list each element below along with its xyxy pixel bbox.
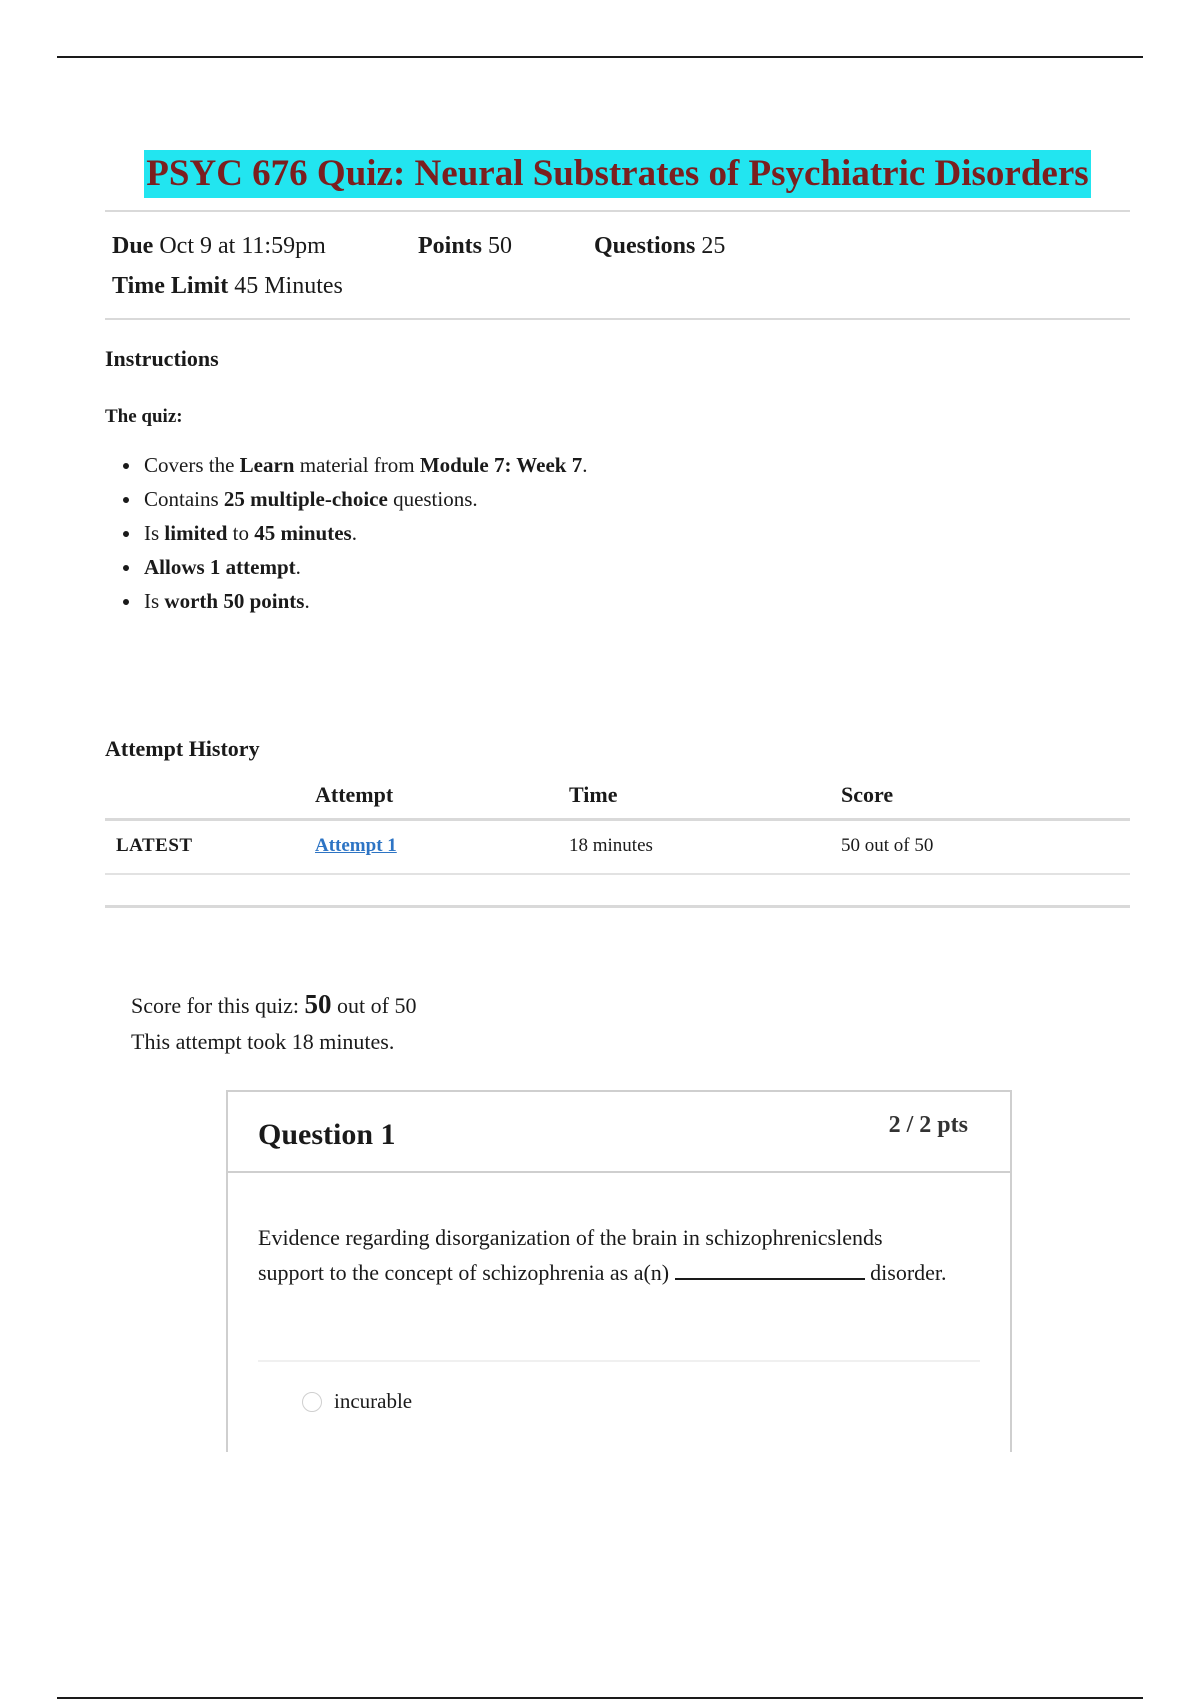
question-header bbox=[228, 1092, 1010, 1173]
column-header-time: Time bbox=[569, 774, 841, 820]
points-value: 50 bbox=[488, 233, 513, 259]
list-item: • Contains 25 multiple-choice questions. bbox=[142, 482, 1130, 516]
time-limit-label: Time Limit bbox=[112, 273, 229, 299]
quiz-meta bbox=[105, 212, 1130, 318]
attempt-duration: This attempt took 18 minutes. bbox=[131, 1029, 395, 1054]
question-text-before: Evidence regarding disorganization of the brain in schizophrenicslends support to the concept of schizophrenia as a(n) bbox=[258, 1225, 883, 1285]
score-prefix: Score for this quiz: bbox=[131, 993, 305, 1018]
questions-label: Questions bbox=[594, 233, 696, 259]
time-limit-value: 45 Minutes bbox=[234, 273, 343, 299]
attempt-history-table bbox=[105, 774, 1130, 875]
question-text-after: disorder. bbox=[864, 1260, 947, 1285]
latest-tag: LATEST bbox=[105, 820, 315, 875]
instructions-heading: Instructions bbox=[105, 346, 219, 371]
questions-value: 25 bbox=[701, 233, 726, 259]
column-header bbox=[105, 774, 315, 820]
due-info bbox=[112, 226, 326, 266]
time-limit-info bbox=[112, 266, 343, 306]
table-row bbox=[105, 820, 1130, 875]
question-divider bbox=[258, 1360, 980, 1362]
answer-blank bbox=[675, 1256, 865, 1280]
time-cell: 18 minutes bbox=[569, 820, 841, 875]
score-line bbox=[131, 986, 1130, 1024]
questions-info bbox=[594, 226, 725, 266]
quiz-content bbox=[105, 150, 1130, 1060]
question-text bbox=[258, 1220, 948, 1290]
score-summary bbox=[131, 986, 1130, 1060]
due-label: Due bbox=[112, 233, 154, 259]
answer-option[interactable] bbox=[302, 1389, 412, 1414]
list-item: • Allows 1 attempt. bbox=[142, 550, 1130, 584]
question-card bbox=[226, 1090, 1012, 1452]
meta-divider bbox=[105, 318, 1130, 320]
page-title: PSYC 676 Quiz: Neural Substrates of Psychiatric Disorders bbox=[144, 150, 1090, 198]
page-top-rule bbox=[57, 56, 1143, 58]
attempt-history-heading: Attempt History bbox=[105, 736, 260, 761]
column-header-attempt: Attempt bbox=[315, 774, 569, 820]
instructions-subheading: The quiz: bbox=[105, 406, 183, 427]
list-item: • Is worth 50 points. bbox=[142, 584, 1130, 618]
attempt-cell bbox=[315, 820, 569, 875]
question-title: Question 1 bbox=[258, 1118, 396, 1151]
attempt-link[interactable]: Attempt 1 bbox=[315, 835, 397, 856]
column-header-score: Score bbox=[841, 774, 1130, 820]
instructions-list bbox=[105, 448, 1130, 618]
score-value: 50 bbox=[304, 989, 332, 1019]
radio-icon[interactable] bbox=[302, 1392, 322, 1412]
page-bottom-rule bbox=[57, 1697, 1143, 1699]
history-divider bbox=[105, 905, 1130, 908]
question-points: 2 / 2 pts bbox=[888, 1112, 968, 1138]
list-item: • Is limited to 45 minutes. bbox=[142, 516, 1130, 550]
due-value: Oct 9 at 11:59pm bbox=[159, 233, 326, 259]
title-wrap bbox=[105, 150, 1130, 210]
answer-label: incurable bbox=[334, 1389, 413, 1413]
points-label: Points bbox=[418, 233, 483, 259]
score-suffix: out of 50 bbox=[331, 993, 417, 1018]
list-item: • Covers the Learn material from Module 7: Week 7. bbox=[142, 448, 1130, 482]
score-cell: 50 out of 50 bbox=[841, 820, 1130, 875]
points-info bbox=[418, 226, 512, 266]
